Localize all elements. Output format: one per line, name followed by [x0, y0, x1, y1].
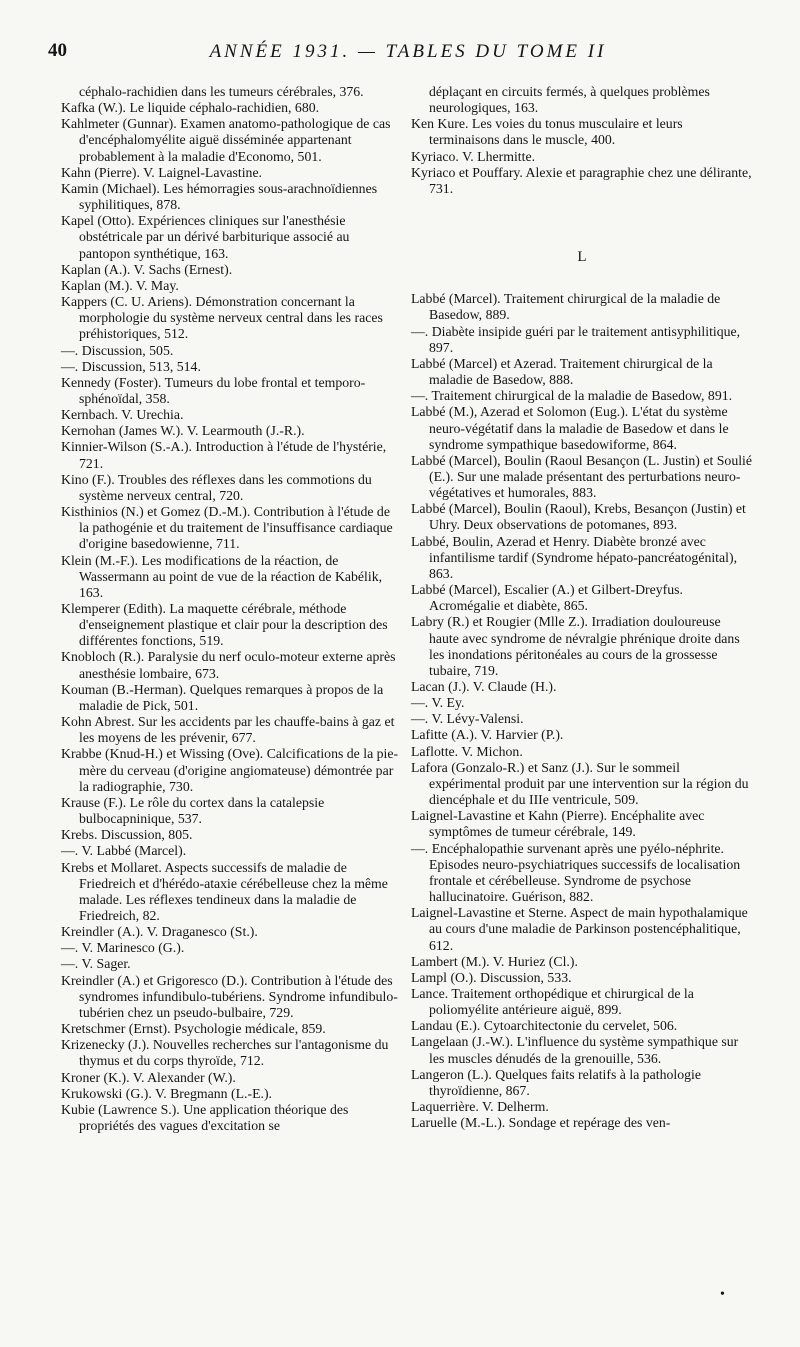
index-entry: Lafora (Gonzalo-R.) et Sanz (J.). Sur le sommeil expérimental produit par une intervention sur la région du diencéphale et du IIIe ventricule, 509. [411, 759, 749, 808]
index-entry: —. V. Lévy-Valensi. [411, 711, 524, 727]
index-entry: Labbé (M.), Azerad et Solomon (Eug.). L'état du système neuro-végétatif dans la maladie de Basedow et dans le syndrome sympathique basedowiforme, 864. [411, 404, 729, 452]
page-header [38, 40, 778, 68]
index-entry: Kino (F.). Troubles des réflexes dans les commotions du système nerveux central, 720. [61, 471, 372, 503]
index-entry: Kappers (C. U. Ariens). Démonstration concernant la morphologie du système nerveux central dans les races préhistoriques, 512. [61, 294, 383, 342]
running-title: ANNÉE 1931. — TABLES DU TOME II [209, 41, 607, 62]
index-entry: Kennedy (Foster). Tumeurs du lobe frontal et temporo-sphénoïdal, 358. [61, 374, 366, 406]
index-entry: —. Discussion, 505. [61, 342, 174, 358]
index-entry: Labbé (Marcel), Boulin (Raoul Besançon (L. Justin) et Soulié (E.). Sur une malade présentant des perturbations neuro-végétatives et humorales, 883. [411, 452, 753, 501]
index-entry: Kaplan (M.). V. May. [61, 277, 179, 293]
index-entry: Krebs. Discussion, 805. [61, 827, 193, 843]
index-entry: —. Discussion, 513, 514. [61, 358, 201, 374]
index-entry: Laruelle (M.-L.). Sondage et repérage des ven- [411, 1115, 671, 1131]
index-entry: Lacan (J.). V. Claude (H.). [411, 679, 557, 694]
index-entry: Labry (R.) et Rougier (Mlle Z.). Irradiation douloureuse haute avec syndrome de névralgie phrénique droite dans les inondations péritonéales au cours de la grossesse tubaire, 719. [411, 614, 740, 678]
index-entry: Labbé (Marcel) et Azerad. Traitement chirurgical de la maladie de Basedow, 888. [411, 355, 713, 388]
index-entry: Laignel-Lavastine et Sterne. Aspect de main hypothalamique au cours d'une maladie de Parkinson postencéphalitique, 612. [411, 905, 748, 953]
index-entry: Langelaan (J.-W.). L'influence du système sympathique sur les muscles dénudés de la grenouille, 536. [411, 1034, 739, 1066]
page-number: 40 [48, 40, 67, 61]
index-entry: —. Diabète insipide guéri par le traitement antisyphilitique, 897. [411, 323, 741, 355]
section-letter: L [577, 249, 587, 266]
index-entry: Kernohan (James W.). V. Learmouth (J.-R.). [61, 423, 305, 439]
index-entry: Kahlmeter (Gunnar). Examen anatomo-pathologique de cas d'encéphalomyélite aiguë disséminée appartenant probablement à la maladie d'Economo, 501. [61, 116, 391, 164]
index-entry: Labbé (Marcel). Traitement chirurgical de la maladie de Basedow, 889. [411, 291, 721, 323]
index-entry: Kreindler (A.) et Grigoresco (D.). Contribution à l'étude des syndromes infundibulo-tubériens. Syndrome infundibulo-tubérien chez un pseudo-bulbaire, 729. [61, 972, 398, 1020]
left-column [61, 84, 401, 1134]
index-entry: Klein (M.-F.). Les modifications de la réaction, de Wassermann au point de vue de la réaction de Kabélik, 163. [61, 552, 383, 600]
index-entry: Krause (F.). Le rôle du cortex dans la catalepsie bulbocapninique, 537. [61, 794, 325, 827]
index-entry: Langeron (L.). Quelques faits relatifs à la pathologie thyroïdienne, 867. [411, 1066, 702, 1098]
index-entry: Krebs et Mollaret. Aspects successifs de maladie de Friedreich et d'hérédo-ataxie cérébelleuse chez la même malade. Les réflexes tendineux dans la maladie de Friedreich, 82. [61, 859, 388, 923]
index-entry: Knobloch (R.). Paralysie du nerf oculo-moteur externe après anesthésie lombaire, 673. [61, 649, 396, 681]
index-entry: —. V. Labbé (Marcel). [61, 843, 187, 859]
index-entry: Kahn (Pierre). V. Laignel-Lavastine. [61, 164, 263, 180]
index-entry: —. V. Marinesco (G.). [61, 940, 185, 956]
index-entry: Kernbach. V. Urechia. [61, 407, 184, 423]
index-entry: Lance. Traitement orthopédique et chirurgical de la poliomyélite antérieure aiguë, 899. [411, 985, 694, 1018]
index-entry: Kapel (Otto). Expériences cliniques sur l'anesthésie obstétricale par un dérivé barbiturique associé au pantopon synthétique, 163. [61, 213, 350, 261]
index-entry: Lambert (M.). V. Huriez (Cl.). [411, 953, 578, 969]
index-entry: Krizenecky (J.). Nouvelles recherches sur l'antagonisme du thymus et du corps thyroïde, 712. [61, 1037, 389, 1069]
index-entry: Lafitte (A.). V. Harvier (P.). [411, 727, 564, 743]
index-entry: Kaplan (A.). V. Sachs (Ernest). [61, 261, 233, 277]
index-entry: —. V. Ey. [411, 695, 465, 711]
index-entry: Landau (E.). Cytoarchitectonie du cervelet, 506. [411, 1018, 678, 1034]
index-entry: Laignel-Lavastine et Kahn (Pierre). Encéphalite avec symptômes de tumeur cérébrale, 149. [411, 808, 705, 840]
index-entry: Kroner (K.). V. Alexander (W.). [61, 1069, 236, 1085]
index-entry: Kinnier-Wilson (S.-A.). Introduction à l'étude de l'hystérie, 721. [61, 439, 387, 471]
index-entry: Kubie (Lawrence S.). Une application théorique des propriétés des vagues d'excitation se [61, 1101, 349, 1133]
index-entry: —. V. Sager. [61, 956, 131, 972]
index-entry: déplaçant en circuits fermés, à quelques problèmes neurologiques, 163. [429, 84, 710, 116]
index-entry: Laflotte. V. Michon. [411, 743, 523, 759]
index-entry: —. Traitement chirurgical de la maladie de Basedow, 891. [411, 388, 733, 404]
index-entry: Labbé, Boulin, Azerad et Henry. Diabète bronzé avec infantilisme tardif (Syndrome hépato-pancréatogénital), 863. [411, 533, 738, 581]
footer-mark: • [720, 1287, 725, 1302]
right-column-bottom-entries [411, 291, 753, 1131]
index-entry: Klemperer (Edith). La maquette cérébrale, méthode d'enseignement plastique et clair pour la description des différentes fonctions, 519. [61, 601, 388, 649]
index-entry: céphalo-rachidien dans les tumeurs cérébrales, 376. [79, 84, 364, 99]
index-entry: Labbé (Marcel), Boulin (Raoul), Krebs, Besançon (Justin) et Uhry. Deux observations de potomanes, 893. [411, 501, 746, 533]
index-entry: —. Encéphalopathie survenant après une pyélo-néphrite. Episodes neuro-psychiatriques successifs de localisation frontale et cérébelleuse. Syndrome de psychose hallucinatoire. Guérison, 882. [411, 840, 741, 905]
index-entry: Laquerrière. V. Delherm. [411, 1099, 549, 1115]
index-entry: Ken Kure. Les voies du tonus musculaire et leurs terminaisons dans le muscle, 400. [411, 116, 683, 148]
index-entry: Kamin (Michael). Les hémorragies sous-arachnoïdiennes syphilitiques, 878. [61, 180, 378, 213]
right-column-top-entries [411, 84, 753, 197]
index-entry: Kyriaco. V. Lhermitte. [411, 148, 536, 164]
index-entry: Kreindler (A.). V. Draganesco (St.). [61, 924, 258, 940]
index-entry: Kyriaco et Pouffary. Alexie et paragraphie chez une délirante, 731. [411, 164, 752, 196]
index-entry: Krukowski (G.). V. Bregmann (L.-E.). [61, 1085, 273, 1101]
index-entry: Labbé (Marcel), Escalier (A.) et Gilbert-Dreyfus. Acromégalie et diabète, 865. [411, 582, 683, 614]
right-column [411, 84, 753, 1131]
index-entry: Kisthinios (N.) et Gomez (D.-M.). Contribution à l'étude de la pathogénie et du traitement de l'insuffisance cardiaque d'origine basedowienne, 711. [61, 504, 393, 552]
index-entry: Kafka (W.). Le liquide céphalo-rachidien, 680. [61, 100, 320, 116]
index-entry: Kretschmer (Ernst). Psychologie médicale, 859. [61, 1021, 326, 1037]
index-entry: Krabbe (Knud-H.) et Wissing (Ove). Calcifications de la pie-mère du cerveau (d'origine angiomateuse) démontrée par la radiographie, 730. [61, 746, 399, 794]
index-entry: Kohn Abrest. Sur les accidents par les chauffe-bains à gaz et les moyens de les prévenir, 677. [61, 714, 395, 746]
index-entry: Lampl (O.). Discussion, 533. [411, 969, 572, 985]
index-entry: Kouman (B.-Herman). Quelques remarques à propos de la maladie de Pick, 501. [61, 681, 384, 713]
